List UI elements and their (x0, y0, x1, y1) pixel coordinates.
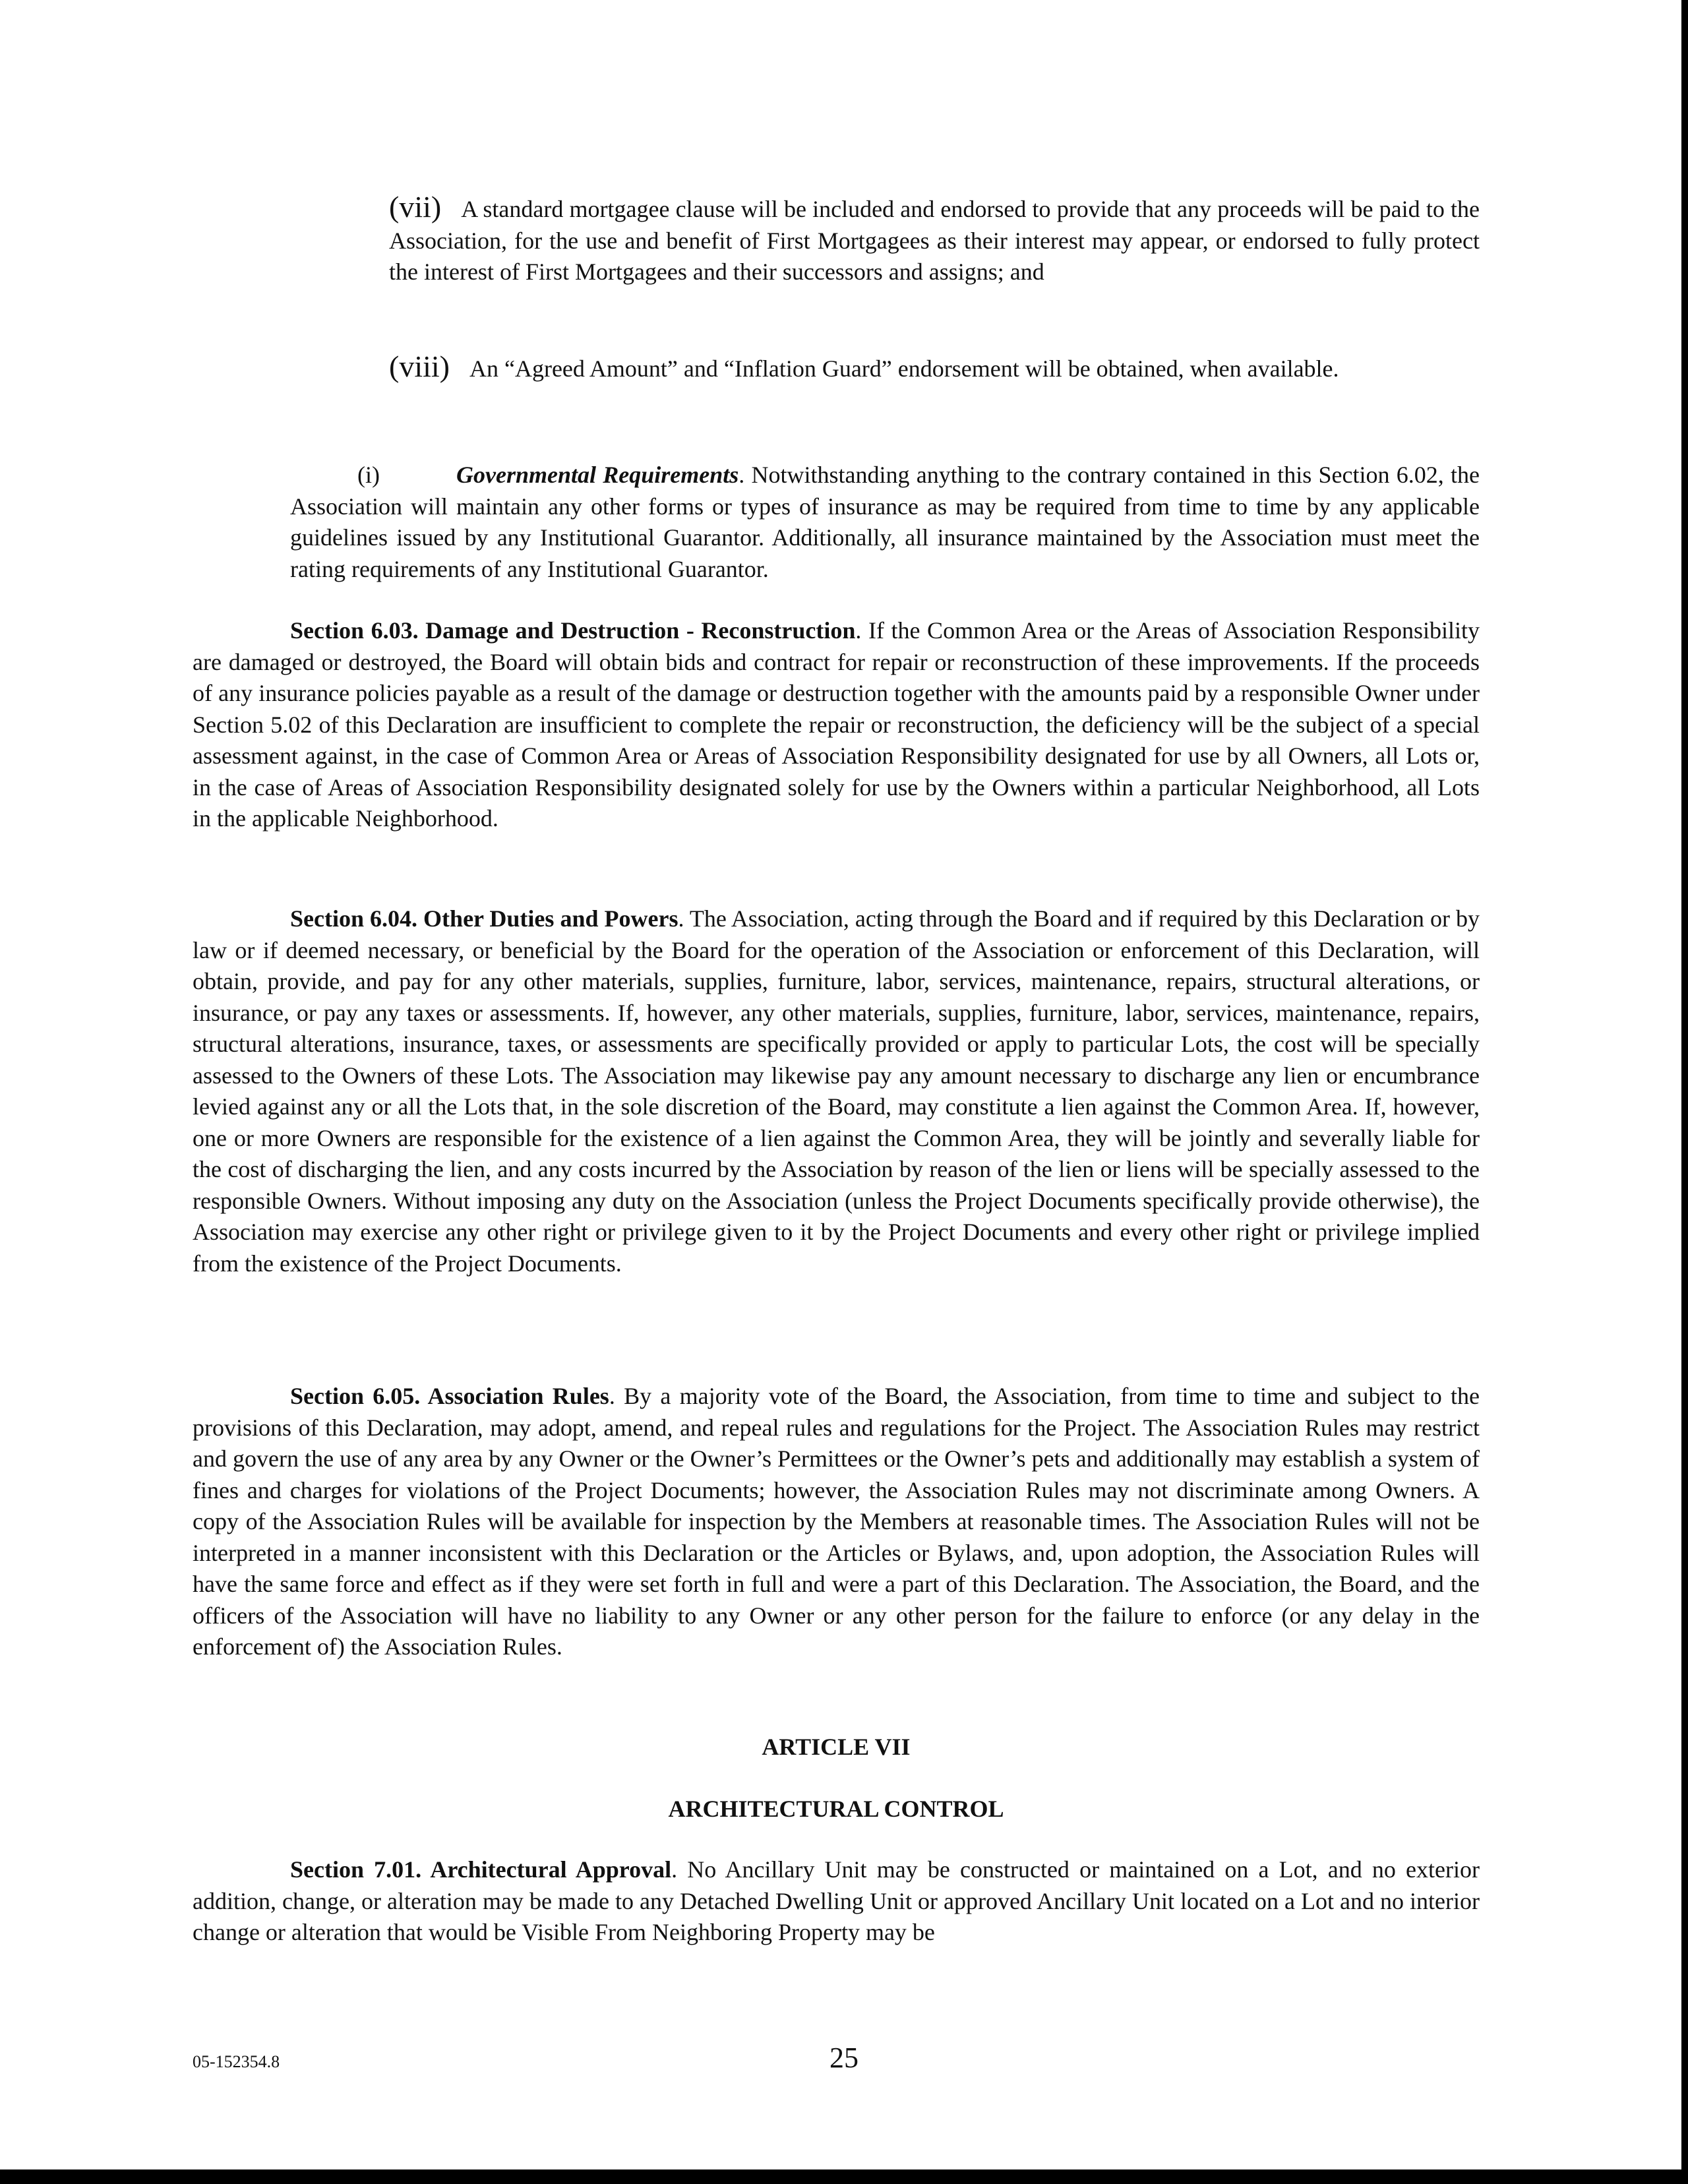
subsection-i (290, 460, 1480, 585)
section-6-05 (193, 1381, 1480, 1663)
subsection-i-title: Governmental Requirements (456, 462, 739, 488)
section-7-01-text: . No Ancillary Unit may be constructed or maintained on a Lot, and no exterior addition, change, or alteration may be made to any Detached Dwelling Unit or approved Ancillary Unit located on a Lot and no interior change or alteration that would be Visible From Neighboring Property may be (193, 1856, 1480, 1945)
article-number: ARTICLE VII (762, 1734, 911, 1760)
article-title: ARCHITECTURAL CONTROL (668, 1796, 1004, 1822)
section-6-03-title: Section 6.03. Damage and Destruction - Reconstruction (290, 617, 856, 644)
section-6-04-text: . The Association, acting through the Board and if required by this Declaration or by law or if deemed necessary, or beneficial by the Board for the operation of the Association or enforcement of this Declaration, will obtain, provide, and pay for any other materials, supplies, furniture, labor, services, maintenance, repairs, structural alterations, or insurance, or pay any taxes or assessments. If, however, any other materials, supplies, furniture, labor, services, maintenance, repairs, structural alterations, insurance, taxes, or assessments are specifically provided or apply to particular Lots, the cost will be specially assessed to the Owners of these Lots. The Association may likewise pay any amount necessary to discharge any lien or encumbrance levied against any or all the Lots that, in the sole discretion of the Board, may constitute a lien against the Common Area. If, however, one or more Owners are responsible for the existence of a lien against the Common Area, they will be jointly and severally liable for the cost of discharging the lien, and any costs incurred by the Association by reason of the lien or liens will be specially assessed to the responsible Owners. Without imposing any duty on the Association (unless the Project Documents specifically provide otherwise), the Association may exercise any other right or privilege given to it by the Project Documents and every other right or privilege implied from the existence of the Project Documents. (193, 905, 1480, 1277)
clause-vii-label: (vii) (389, 190, 442, 224)
section-6-04-title: Section 6.04. Other Duties and Powers (290, 905, 678, 932)
section-7-01 (193, 1854, 1480, 1949)
clause-vii-text: A standard mortgagee clause will be included and endorsed to provide that any proceeds will be paid to the Association, for the use and benefit of First Mortgagees as their interest may appear, or endorsed to fully protect the interest of First Mortgagees and their successors and assigns; and (389, 196, 1480, 285)
section-6-04 (193, 903, 1480, 1279)
clause-viii (389, 351, 1480, 385)
clause-viii-text: An “Agreed Amount” and “Inflation Guard” endorsement will be obtained, when available. (469, 355, 1339, 382)
section-6-03-text: . If the Common Area or the Areas of Association Responsibility are damaged or destroyed, the Board will obtain bids and contract for repair or reconstruction of these improvements. If the proceeds of any insurance policies payable as a result of the damage or destruction together with the amounts paid by a responsible Owner under Section 5.02 of this Declaration are insufficient to complete the repair or reconstruction, the deficiency will be the subject of a special assessment against, in the case of Common Area or Areas of Association Responsibility designated for use by all Owners, all Lots or, in the case of Areas of Association Responsibility designated solely for use by the Owners within a particular Neighborhood, all Lots in the applicable Neighborhood. (193, 617, 1480, 832)
section-7-01-title: Section 7.01. Architectural Approval (290, 1856, 672, 1883)
page-edge-bottom (0, 2169, 1688, 2184)
subsection-i-text: . Notwithstanding anything to the contrary contained in this Section 6.02, the Association will maintain any other forms or types of insurance as may be required from time to time by any applicable guidelines issued by any Institutional Guarantor. Additionally, all insurance maintained by the Association must meet the rating requirements of any Institutional Guarantor. (290, 462, 1480, 582)
clause-vii (389, 191, 1480, 288)
section-6-03 (193, 615, 1480, 835)
clause-viii-label: (viii) (389, 349, 450, 383)
section-6-05-text: . By a majority vote of the Board, the Association, from time to time and subject to the provisions of this Declaration, may adopt, amend, and repeal rules and regulations for the Project. The Association Rules may restrict and govern the use of any area by any Owner or the Owner’s Permittees or the Owner’s pets and additionally may establish a system of fines and charges for violations of the Project Documents; however, the Association Rules may not discriminate among Owners. A copy of the Association Rules will be available for inspection by the Members at reasonable times. The Association Rules will not be interpreted in a manner inconsistent with this Declaration or the Articles or Bylaws, and, upon adoption, the Association Rules will have the same force and effect as if they were set forth in full and were a part of this Declaration. The Association, the Board, and the officers of the Association will have no liability to any Owner or any other person for the failure to enforce (or any delay in the enforcement of) the Association Rules. (193, 1383, 1480, 1660)
page-edge-right (1681, 0, 1688, 2184)
page-number: 25 (829, 2042, 859, 2074)
document-id: 05-152354.8 (193, 2052, 280, 2071)
section-6-05-title: Section 6.05. Association Rules (290, 1383, 609, 1409)
subsection-i-label: (i) (357, 462, 380, 488)
